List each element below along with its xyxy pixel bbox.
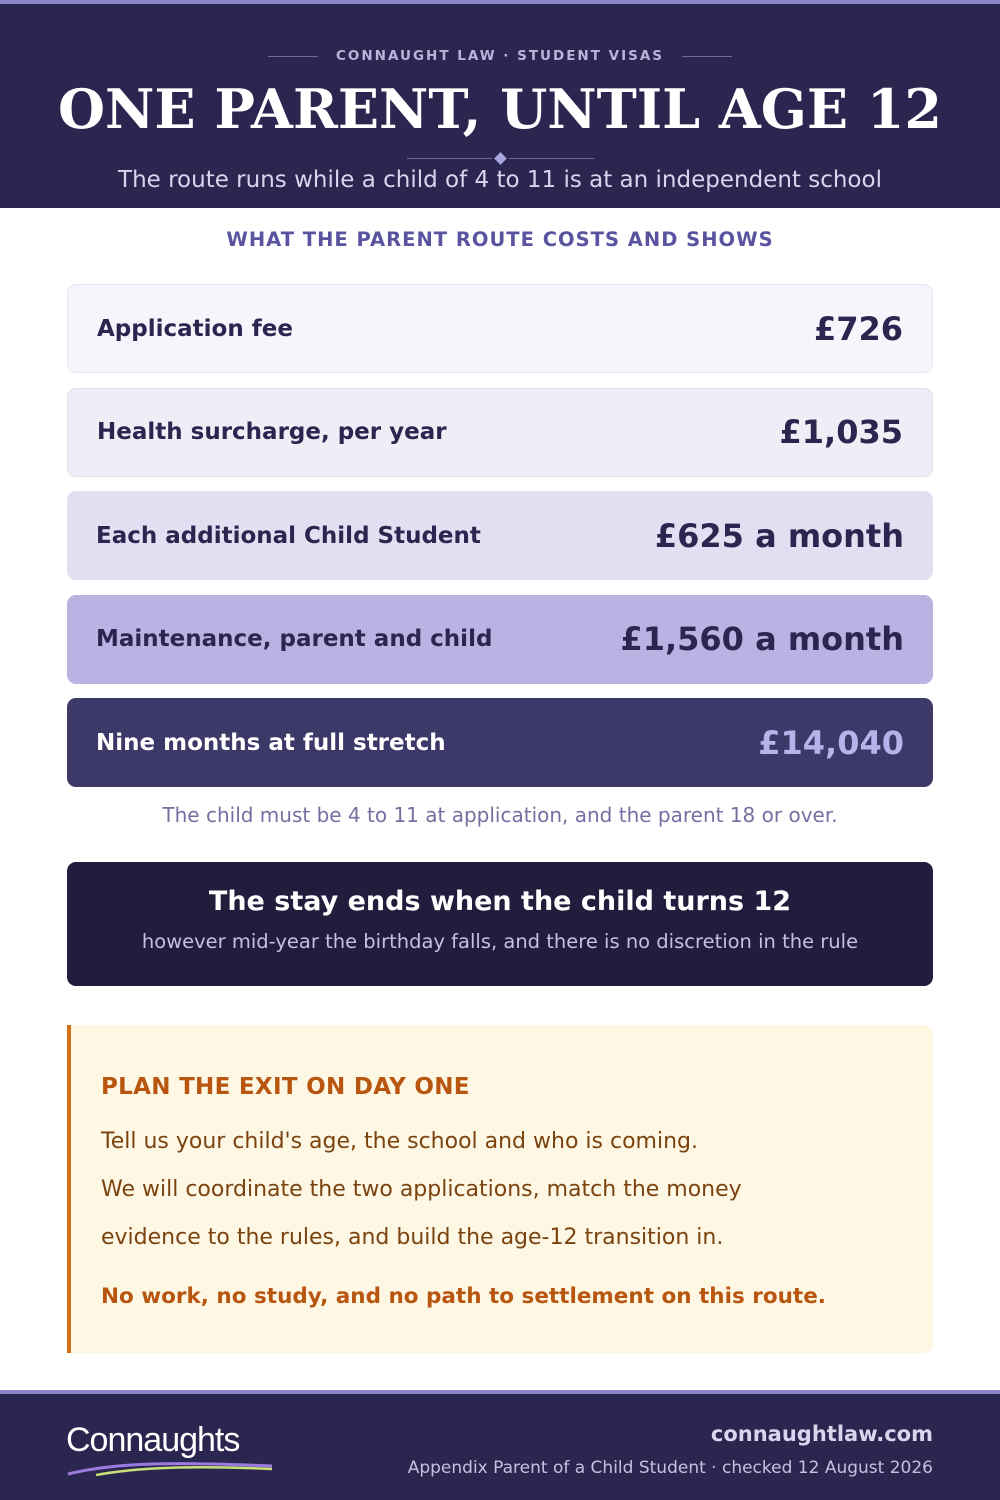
eyebrow-rule-left xyxy=(268,56,318,57)
divider-rule-left xyxy=(407,158,492,159)
eyebrow-row xyxy=(0,48,1000,64)
cost-row-maintenance xyxy=(67,595,933,684)
plan-warning: No work, no study, and no path to settlement on this route. xyxy=(101,1284,826,1309)
title-divider xyxy=(0,154,1000,163)
eyebrow-text: CONNAUGHT LAW · STUDENT VISAS xyxy=(335,48,665,64)
cost-label: Application fee xyxy=(97,315,293,342)
plan-line: Tell us your child's age, the school and who is coming. xyxy=(101,1129,698,1154)
header-banner xyxy=(0,0,1000,208)
callout-subtitle: however mid-year the birthday falls, and there is no discretion in the rule xyxy=(141,930,859,953)
eyebrow-rule-right xyxy=(682,56,732,57)
page-subtitle: The route runs while a child of 4 to 11 is at an independent school xyxy=(118,167,882,193)
plan-line: evidence to the rules, and build the age-12 transition in. xyxy=(101,1225,724,1250)
plan-line: We will coordinate the two applications, match the money xyxy=(101,1177,742,1202)
cost-value: £726 xyxy=(813,309,903,348)
logo-wordmark: Connaughts xyxy=(66,1421,240,1459)
cost-value: £1,035 xyxy=(779,413,903,451)
cost-label: Maintenance, parent and child xyxy=(96,626,493,652)
footer xyxy=(0,1390,1000,1500)
costs-heading: WHAT THE PARENT ROUTE COSTS AND SHOWS xyxy=(226,228,774,251)
eligibility-note: The child must be 4 to 11 at application, and the parent 18 or over. xyxy=(162,803,838,827)
cost-row-application-fee xyxy=(67,284,933,373)
website-link[interactable]: connaughtlaw.com xyxy=(710,1422,933,1446)
logo-swoosh-icon xyxy=(66,1458,276,1478)
age-limit-callout xyxy=(67,862,933,986)
diamond-icon xyxy=(494,152,507,165)
divider-rule-right xyxy=(509,158,594,159)
connaughts-logo xyxy=(66,1422,239,1458)
cost-value: £625 a month xyxy=(654,516,904,555)
cost-list xyxy=(67,284,933,802)
cost-row-health-surcharge xyxy=(67,388,933,477)
page-title: ONE PARENT, UNTIL AGE 12 xyxy=(58,77,942,141)
cost-value: £14,040 xyxy=(758,723,904,762)
cost-row-additional-child xyxy=(67,491,933,580)
cost-label: Each additional Child Student xyxy=(96,522,481,549)
exit-plan-box xyxy=(67,1025,933,1353)
cost-row-nine-months-total xyxy=(67,698,933,787)
callout-title: The stay ends when the child turns 12 xyxy=(208,886,792,917)
plan-title: PLAN THE EXIT ON DAY ONE xyxy=(101,1074,470,1100)
cost-label: Health surcharge, per year xyxy=(97,419,447,445)
cost-label: Nine months at full stretch xyxy=(96,729,446,756)
cost-value: £1,560 a month xyxy=(620,620,904,658)
source-note: Appendix Parent of a Child Student · checked 12 August 2026 xyxy=(407,1458,933,1478)
